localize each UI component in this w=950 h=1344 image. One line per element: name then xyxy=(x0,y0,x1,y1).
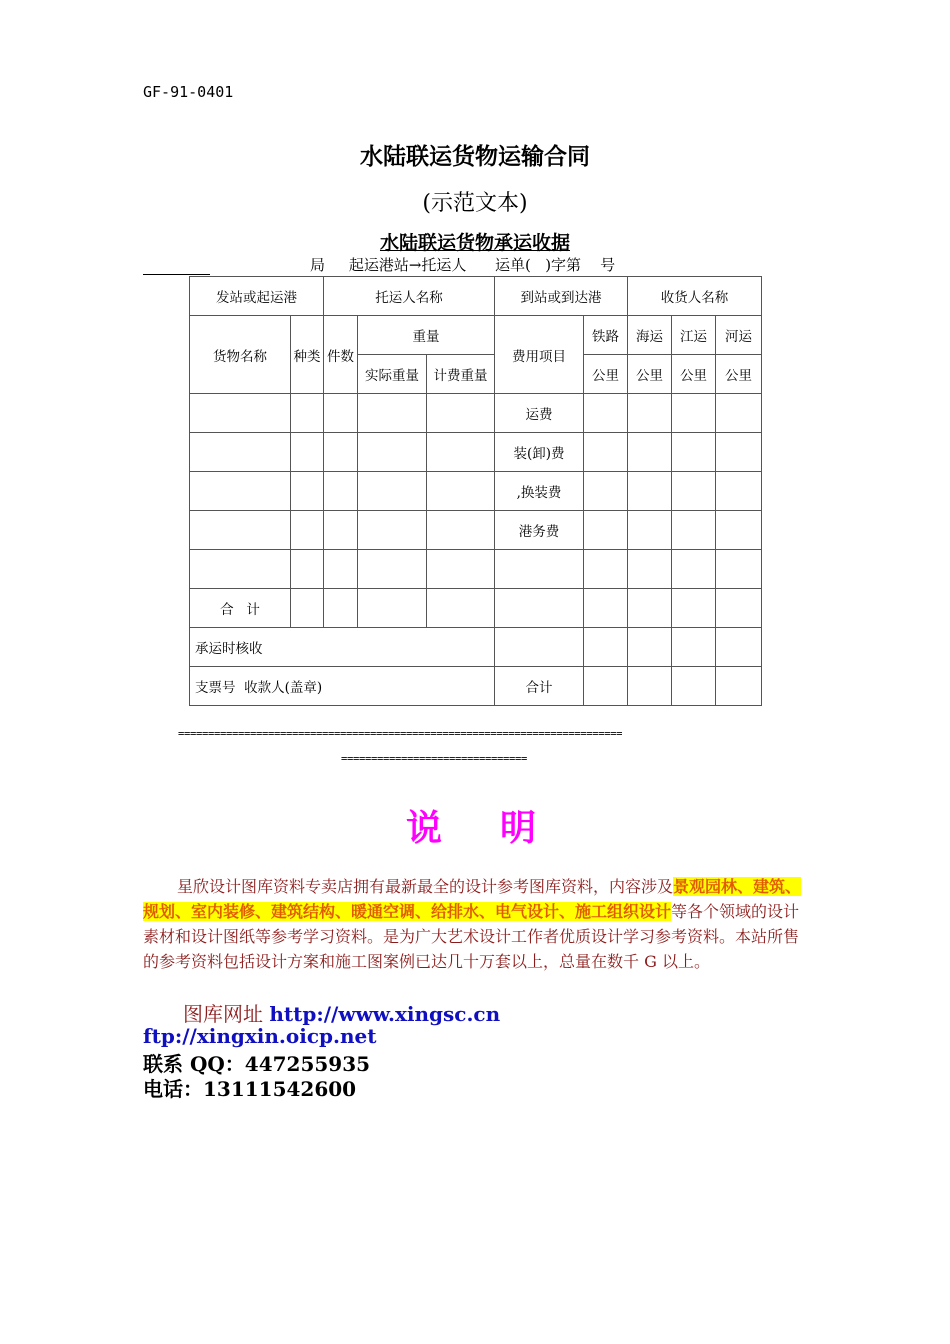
cell xyxy=(291,511,324,550)
km-sea: 公里 xyxy=(628,355,672,394)
km-rail: 公里 xyxy=(584,355,628,394)
fee-loading: 装(卸)费 xyxy=(495,433,584,472)
notice-text: 等各个领域的设计素材和设计图纸等参考学习资料。是为广大艺术设计工作者优质设计学习参考资料。本站所售的参考资料包括设计方案和施工图案例已达几十万套以上，总量在数千 G 以上。 xyxy=(143,902,800,971)
cell xyxy=(358,511,427,550)
cell xyxy=(584,667,628,706)
form-header-line xyxy=(143,254,615,275)
cell xyxy=(628,628,672,667)
bureau-label: 局 xyxy=(310,256,326,274)
cell xyxy=(716,394,762,433)
cell xyxy=(672,589,716,628)
table-row xyxy=(190,511,762,550)
total-label: 合 计 xyxy=(190,589,291,628)
cell xyxy=(190,550,291,589)
table-row xyxy=(190,316,762,355)
cell xyxy=(584,550,628,589)
cell xyxy=(584,511,628,550)
table-row xyxy=(190,394,762,433)
cell xyxy=(628,550,672,589)
kind-header: 种类 xyxy=(291,316,324,394)
cell xyxy=(291,472,324,511)
cell xyxy=(324,472,358,511)
document-title: 水陆联运货物运输合同 xyxy=(360,144,590,170)
cell xyxy=(324,550,358,589)
cell xyxy=(716,628,762,667)
cell xyxy=(358,589,427,628)
cell xyxy=(324,589,358,628)
charged-weight-header: 计费重量 xyxy=(427,355,495,394)
km-river: 公里 xyxy=(672,355,716,394)
separator-line: ========================================================================== xyxy=(178,728,623,740)
cell xyxy=(495,628,584,667)
table-row xyxy=(190,277,762,316)
cell xyxy=(672,511,716,550)
form-title xyxy=(0,228,950,255)
separator-line: =============================== xyxy=(341,753,528,765)
cell xyxy=(190,472,291,511)
document-code: GF-91-0401 xyxy=(143,83,234,101)
fee-freight: 运费 xyxy=(495,394,584,433)
cell xyxy=(716,589,762,628)
cell xyxy=(672,394,716,433)
mode-sea: 海运 xyxy=(628,316,672,355)
cell xyxy=(672,628,716,667)
mode-canal: 河运 xyxy=(716,316,762,355)
cell xyxy=(358,550,427,589)
cell xyxy=(190,433,291,472)
cell xyxy=(427,511,495,550)
site-label: 图库网址 xyxy=(183,1002,270,1026)
cell xyxy=(291,589,324,628)
cell xyxy=(628,667,672,706)
fee-transshipment: ,换装费 xyxy=(495,472,584,511)
cell xyxy=(190,511,291,550)
waybill-label: 运单( )字第 号 xyxy=(495,256,616,274)
cell xyxy=(291,550,324,589)
goods-name-header: 货物名称 xyxy=(190,316,291,394)
fee-item-header: 费用项目 xyxy=(495,316,584,394)
fee-port: 港务费 xyxy=(495,511,584,550)
cell xyxy=(324,394,358,433)
cell xyxy=(672,472,716,511)
cell xyxy=(672,433,716,472)
route-label: 起运港站→托运人 xyxy=(348,256,467,274)
grand-total-label: 合计 xyxy=(495,667,584,706)
cell xyxy=(358,433,427,472)
consignee-header: 收货人名称 xyxy=(628,277,762,316)
cell xyxy=(427,589,495,628)
cell xyxy=(628,394,672,433)
cell xyxy=(584,472,628,511)
cell xyxy=(716,667,762,706)
phone-contact: 电话：13111542600 xyxy=(143,1077,357,1101)
fee-blank xyxy=(495,550,584,589)
cell xyxy=(584,394,628,433)
cell xyxy=(427,472,495,511)
cell xyxy=(190,394,291,433)
mode-rail: 铁路 xyxy=(584,316,628,355)
cell xyxy=(628,433,672,472)
cell xyxy=(584,628,628,667)
cell xyxy=(672,550,716,589)
table-row xyxy=(190,550,762,589)
table-row xyxy=(190,433,762,472)
cell xyxy=(358,472,427,511)
notice-text: 星欣设计图库资料专卖店拥有最新最全的设计参考图库资料，内容涉及 xyxy=(177,877,674,896)
weight-header: 重量 xyxy=(358,316,495,355)
table-row xyxy=(190,589,762,628)
cell xyxy=(716,472,762,511)
cell xyxy=(427,394,495,433)
cell xyxy=(716,511,762,550)
cell xyxy=(716,433,762,472)
form-title-text: 水陆联运货物承运收据 xyxy=(379,232,570,254)
cell xyxy=(358,394,427,433)
cheque-label: 支票号 收款人(盖章) xyxy=(190,667,495,706)
cell xyxy=(427,433,495,472)
table-row xyxy=(190,667,762,706)
origin-header: 发站或起运港 xyxy=(190,277,324,316)
cell xyxy=(628,472,672,511)
site-link[interactable]: http://www.xingsc.cn xyxy=(269,1002,501,1026)
bureau-blank xyxy=(143,260,210,275)
cell xyxy=(324,511,358,550)
actual-weight-header: 实际重量 xyxy=(358,355,427,394)
qq-contact: 联系 QQ：447255935 xyxy=(143,1052,371,1076)
destination-header: 到站或到达港 xyxy=(495,277,628,316)
mode-river: 江运 xyxy=(672,316,716,355)
pieces-header: 件数 xyxy=(324,316,358,394)
cell xyxy=(628,589,672,628)
cell xyxy=(584,433,628,472)
cell xyxy=(427,550,495,589)
table-row xyxy=(190,472,762,511)
notice-highlight: 景观园林、建筑、规划、室内装修、建筑结构、暖通空调、给排水、电气设计、施工组织设计 xyxy=(143,877,802,921)
site-line xyxy=(183,998,500,1027)
cell xyxy=(584,589,628,628)
table-row xyxy=(190,628,762,667)
ftp-link[interactable]: ftp://xingxin.oicp.net xyxy=(143,1024,377,1048)
cell xyxy=(291,433,324,472)
document-subtitle: (示范文本) xyxy=(422,191,528,216)
notice-paragraph xyxy=(143,874,808,974)
cell xyxy=(716,550,762,589)
cell xyxy=(324,433,358,472)
verify-label: 承运时核收 xyxy=(190,628,495,667)
shipper-header: 托运人名称 xyxy=(324,277,495,316)
receipt-table xyxy=(189,276,762,706)
cell xyxy=(672,667,716,706)
km-canal: 公里 xyxy=(716,355,762,394)
notice-heading: 说明 xyxy=(405,808,594,849)
cell xyxy=(495,589,584,628)
cell xyxy=(291,394,324,433)
cell xyxy=(628,511,672,550)
